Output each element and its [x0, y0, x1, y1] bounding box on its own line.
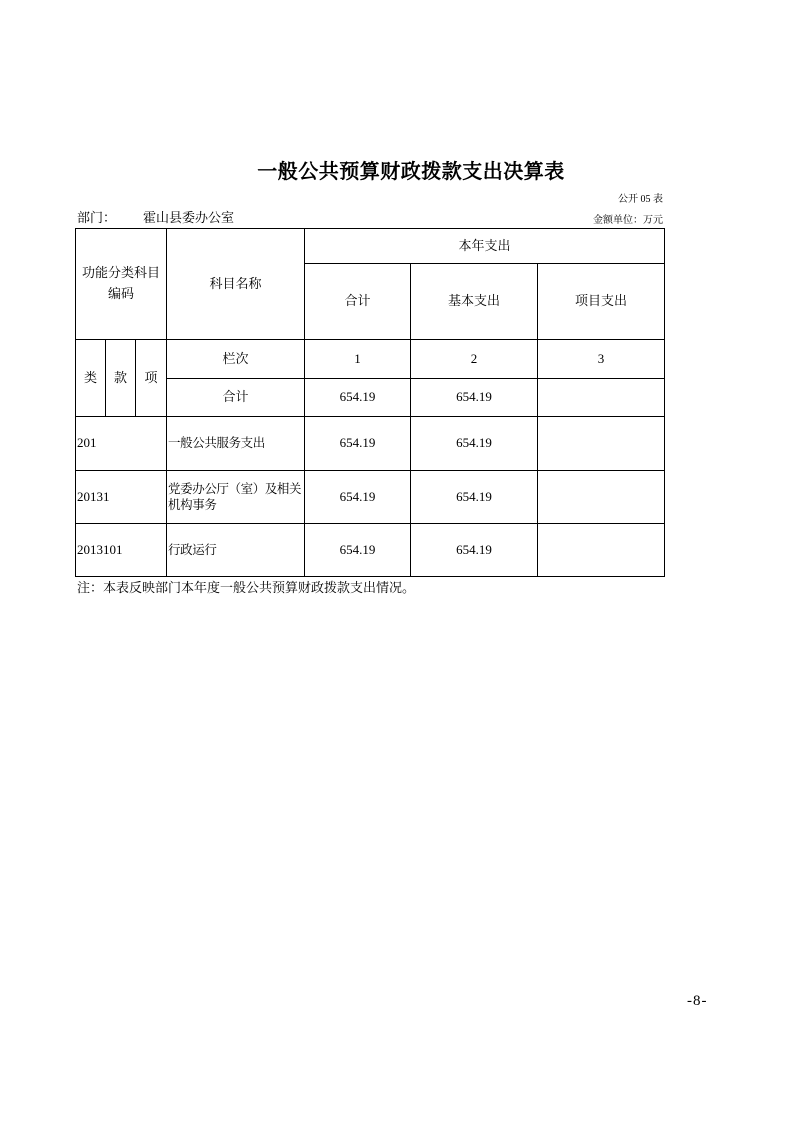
row-name: 党委办公厅（室）及相关机构事务: [167, 471, 305, 524]
row-project: [538, 471, 665, 524]
index-value-3: 3: [538, 340, 665, 379]
index-row: [76, 340, 665, 379]
form-code: 公开 05 表: [618, 194, 663, 205]
table-row: [76, 524, 665, 577]
row-total: 654.19: [305, 471, 411, 524]
index-value-2: 2: [411, 340, 538, 379]
header-current-year-expenditure: 本年支出: [305, 229, 665, 264]
header-project-expenditure: 项目支出: [538, 264, 665, 340]
amount-unit-label: 金额单位：万元: [593, 215, 663, 226]
row-code: 201: [76, 417, 167, 471]
row-code: 20131: [76, 471, 167, 524]
row-total: 654.19: [305, 417, 411, 471]
header-total: 合计: [305, 264, 411, 340]
row-basic: 654.19: [411, 417, 538, 471]
index-value-1: 1: [305, 340, 411, 379]
row-name: 一般公共服务支出: [167, 417, 305, 471]
row-code: 2013101: [76, 524, 167, 577]
header-item: 项: [136, 340, 167, 417]
department-name: 霍山县委办公室: [143, 210, 235, 225]
table-row: [76, 417, 665, 471]
budget-table: [75, 228, 665, 577]
table-row: [76, 471, 665, 524]
department-label: 部门：: [77, 210, 117, 225]
row-total: 654.19: [305, 524, 411, 577]
header-code-column: 功能分类科目编码: [76, 229, 167, 340]
page-number: -8-: [687, 993, 708, 1009]
row-project: [538, 524, 665, 577]
page-title: 一般公共预算财政拨款支出决算表: [257, 159, 565, 183]
table-note: 注：本表反映部门本年度一般公共预算财政拨款支出情况。: [77, 580, 416, 595]
total-label: 合计: [167, 379, 305, 417]
row-basic: 654.19: [411, 471, 538, 524]
row-name: 行政运行: [167, 524, 305, 577]
header-row-1: [76, 229, 665, 264]
header-name-column: 科目名称: [167, 229, 305, 340]
header-basic-expenditure: 基本支出: [411, 264, 538, 340]
index-label: 栏次: [167, 340, 305, 379]
row-basic: 654.19: [411, 524, 538, 577]
total-project-amount: [538, 379, 665, 417]
row-project: [538, 417, 665, 471]
total-basic-amount: 654.19: [411, 379, 538, 417]
header-section: 款: [106, 340, 136, 417]
total-amount: 654.19: [305, 379, 411, 417]
header-category: 类: [76, 340, 106, 417]
